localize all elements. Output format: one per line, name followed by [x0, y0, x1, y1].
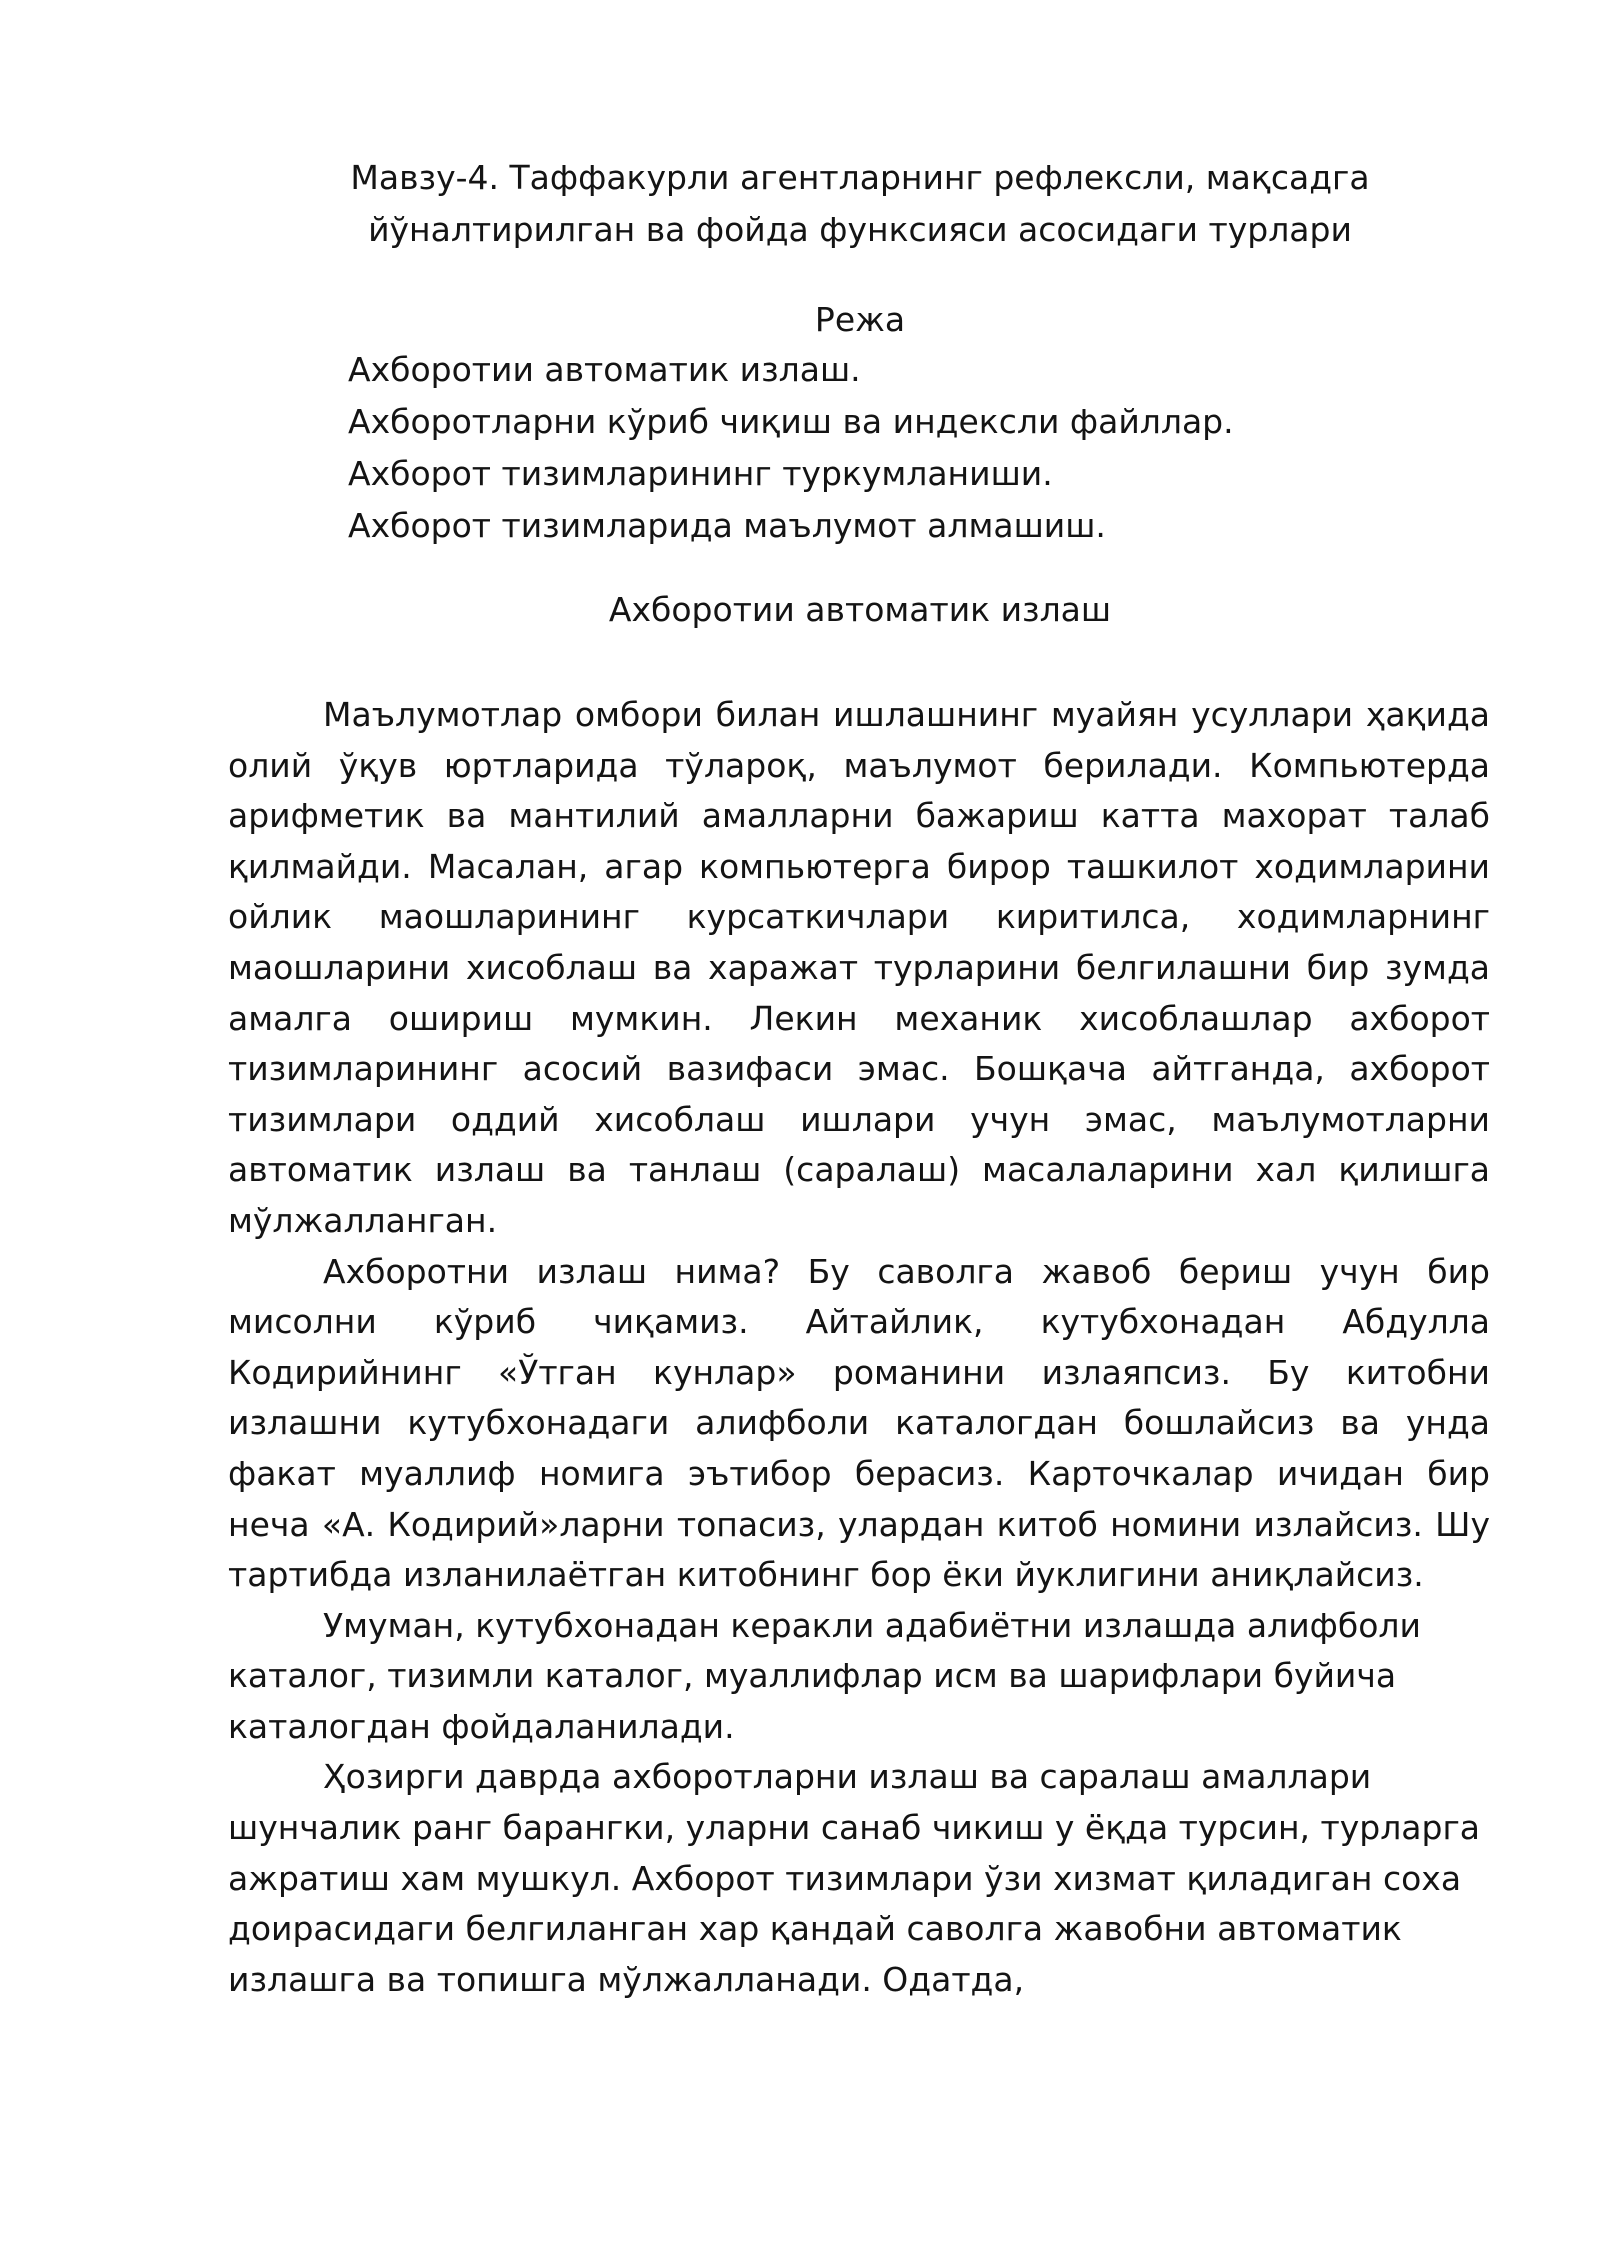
plan-list [348, 344, 1234, 552]
paragraph: Умуман, кутубхонадан керакли адабиётни излашда алифболи каталог, тизимли каталог, муаллифлар исм ва шарифлари буйича каталогдан фойдаланилади. [228, 1605, 1421, 1746]
body-text [228, 690, 1490, 2005]
paragraph: Ахборотни излаш нима? Бу саволга жавоб бериш учун бир мисолни кўриб чиқамиз. Айтайлик, кутубхонадан Абдулла Кодирийнинг «Ўтган кунлар» романини излаяпсиз. Бу китобни излашни кутубхонадаги алифболи каталогдан бошлайсиз ва унда факат муаллиф номига эътибор берасиз. Карточкалар ичидан бир неча «А. Кодирий»ларни топасиз, улардан китоб номини излайсиз. Шу тартибда изланилаётган китобнинг бор ёки йуклигини аниқлайсиз. [228, 1251, 1490, 1595]
paragraph: Ҳозирги даврда ахборотларни излаш ва саралаш амаллари шунчалик ранг барангки, уларни санаб чикиш у ёқда турсин, турларга ажратиш хам мушкул. Ахборот тизимлари ўзи хизмат қиладиган соха доирасидаги белгиланган хар қандай саволга жавобни автоматик излашга ва топишга мўлжалланади. Одатда, [228, 1757, 1481, 1999]
plan-item: Ахборот тизимларининг туркумланиши. [348, 454, 1053, 493]
plan-heading: Режа [814, 300, 906, 339]
title-line-1: Мавзу-4. Таффакурли агентларнинг рефлексли, мақсадга [350, 158, 1370, 197]
document-title [230, 152, 1490, 256]
plan-item: Ахборотии автоматик излаш. [348, 350, 861, 389]
section-heading: Ахборотии автоматик излаш [608, 590, 1112, 629]
plan-item: Ахборотларни кўриб чиқиш ва индексли файллар. [348, 402, 1234, 441]
paragraph: Маълумотлар омбори билан ишлашнинг муайян усуллари ҳақида олий ўқув юртларида тўлароқ, маълумот берилади. Компьютерда арифметик ва мантилий амалларни бажариш катта махорат талаб қилмайди. Масалан, агар компьютерга бирор ташкилот ходимларини ойлик маошларининг курсаткичлари киритилса, ходимларнинг маошларини хисоблаш ва харажат турларини белгилашни бир зумда амалга ошириш мумкин. Лекин механик хисоблашлар ахборот тизимларининг асосий вазифаси эмас. Бошқача айтганда, ахборот тизимлари оддий хисоблаш ишлари учун эмас, маълумотларни автоматик излаш ва танлаш (саралаш) масалаларини хал қилишга мўлжалланган. [228, 695, 1490, 1240]
plan-item: Ахборот тизимларида маълумот алмашиш. [348, 506, 1106, 545]
title-line-2: йўналтирилган ва фойда функсияси асосидаги турлари [368, 210, 1352, 249]
